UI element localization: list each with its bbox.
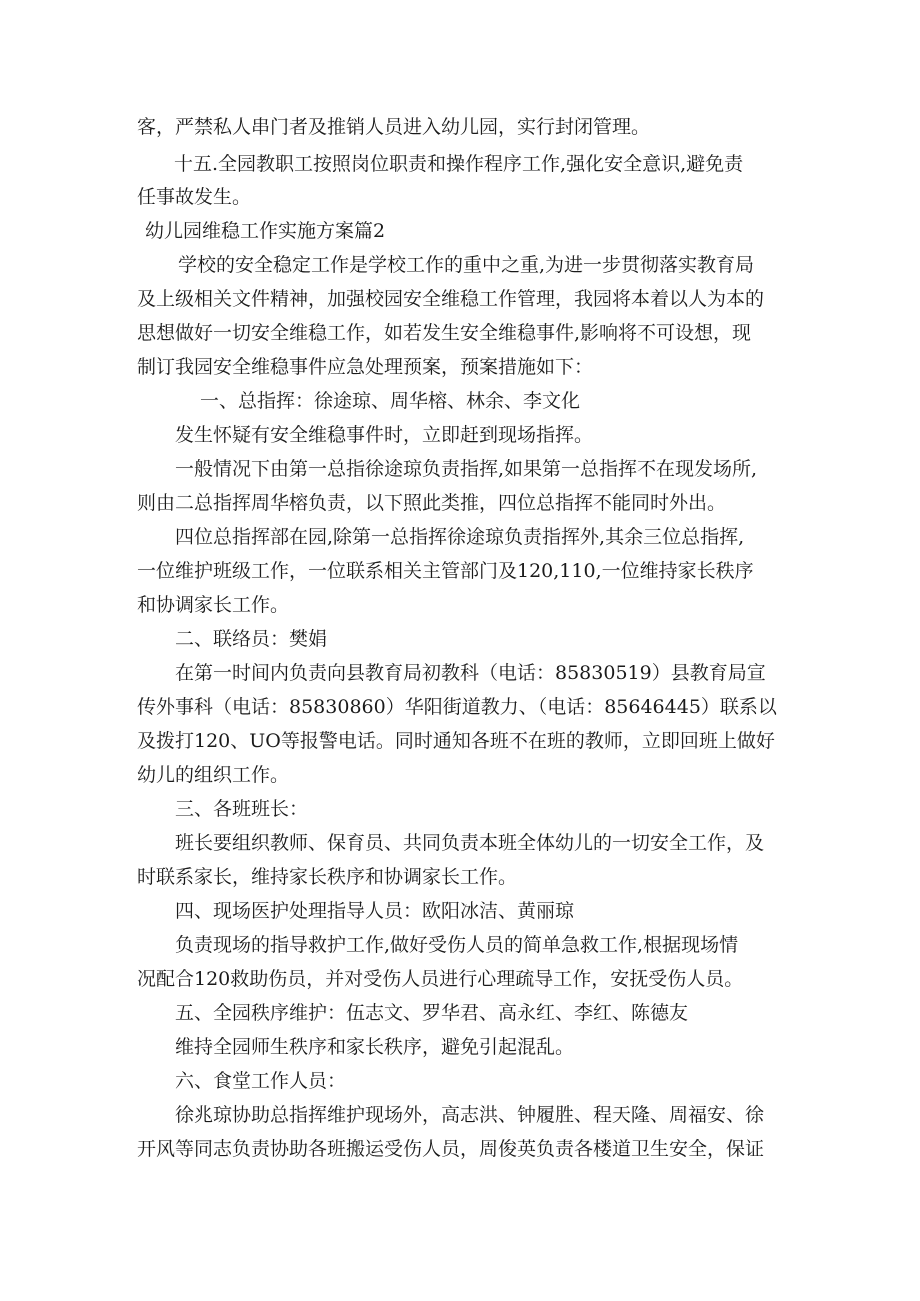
text-line: 任事故发生。 [137,186,252,208]
text-line: 六、食堂工作人员： [175,1070,347,1092]
text-line: 五、全园秩序维护：伍志文、罗华君、高永红、李红、陈德友 [175,1002,689,1024]
text-line: 在第一时间内负责向县教育局初教科（电话：85830519）县教育局宣 [175,662,766,684]
text-line: 和协调家长工作。 [137,594,290,616]
text-line: 一位维护班级工作，一位联系相关主管部门及120,110,一位维持家长秩序 [137,560,754,582]
text-line: 班长要组织教师、保育员、共同负责本班全体幼儿的一切安全工作，及 [175,832,765,854]
text-line: 开风等同志负责协助各班搬运受伤人员，周俊英负责各楼道卫生安全，保证 [137,1138,765,1160]
text-line: 二、联络员：樊娟 [175,628,328,650]
text-line: 客，严禁私人串门者及推销人员进入幼儿园，实行封闭管理。 [137,116,651,138]
text-line: 徐兆琼协助总指挥维护现场外，高志洪、钟履胜、程天隆、周福安、徐 [175,1104,765,1126]
text-line: 负责现场的指导救护工作,做好受伤人员的简单急救工作,根据现场情 [175,934,739,956]
section-heading: 幼儿园维稳工作实施方案篇2 [145,220,386,242]
text-line: 三、各班班长： [175,798,309,820]
text-line: 幼儿的组织工作。 [137,764,290,786]
text-line: 十五.全园教职工按照岗位职责和操作程序工作,强化安全意识,避免责 [174,153,744,175]
text-line: 维持全园师生秩序和家长秩序，避免引起混乱。 [175,1036,575,1058]
text-line: 况配合120救助伤员，并对受伤人员进行心理疏导工作，安抚受伤人员。 [137,968,744,990]
text-line: 制订我园安全维稳事件应急处理预案，预案措施如下： [137,356,594,378]
text-line: 传外事科（电话：85830860）华阳街道教力、（电话：85646445）联系以 [137,696,777,718]
text-line: 及拨打120、UO等报警电话。同时通知各班不在班的教师，立即回班上做好 [137,730,775,752]
text-line: 四、现场医护处理指导人员：欧阳冰洁、黄丽琼 [175,900,575,922]
text-line: 四位总指挥部在园,除第一总指挥徐途琼负责指挥外,其余三位总指挥, [175,526,745,548]
text-line: 时联系家长，维持家长秩序和协调家长工作。 [137,866,518,888]
text-line: 则由二总指挥周华榕负责，以下照此类推，四位总指挥不能同时外出。 [137,492,727,514]
text-line: 一般情况下由第一总指徐途琼负责指挥,如果第一总指挥不在现发场所, [175,458,758,480]
text-line: 及上级相关文件精神，加强校园安全维稳工作管理，我园将本着以人为本的 [137,288,765,310]
text-line: 学校的安全稳定工作是学校工作的重中之重,为进一步贯彻落实教育局 [178,254,755,276]
text-line: 一、总指挥：徐途琼、周华榕、林余、李文化 [200,390,581,412]
text-line: 发生怀疑有安全维稳事件时，立即赶到现场指挥。 [175,424,594,446]
text-line: 思想做好一切安全维稳工作，如若发生安全维稳事件,影响将不可设想，现 [137,322,752,344]
